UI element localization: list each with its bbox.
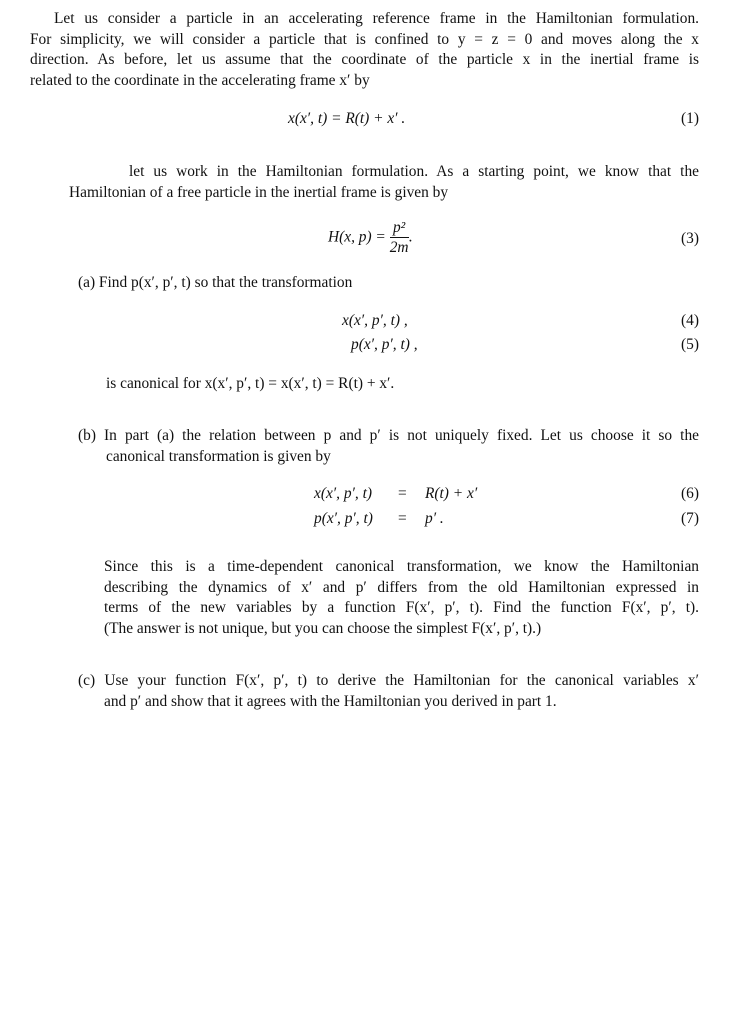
- intro-line-3: direction. As before, let us assume that the coordinate of the particle x in the inertial frame is: [30, 51, 699, 69]
- part-c-question: [78, 671, 699, 712]
- part-b-followup-line-2: describing the dynamics of x′ and p′ differs from the old Hamiltonian expressed in: [104, 578, 699, 596]
- equation-3-numerator: p²: [390, 220, 409, 238]
- equation-1-number: (1): [681, 110, 699, 127]
- hamiltonian-intro-line-2: Hamiltonian of a free particle in the inertial frame is given by: [69, 183, 449, 201]
- equation-3-lhs: H(x, p) =: [328, 228, 386, 246]
- equation-7-rhs: p′ .: [425, 510, 444, 527]
- equation-4: x(x′, p′, t) ,: [342, 312, 408, 329]
- equation-6-number: (6): [681, 485, 699, 502]
- intro-line-2: For simplicity, we will consider a particle that is confined to y = z = 0 and moves along the x: [30, 30, 699, 48]
- part-b-line-1: (b) In part (a) the relation between p and p′ is not uniquely fixed. Let us choose it so the: [78, 427, 699, 444]
- part-c-line-2: and p′ and show that it agrees with the Hamiltonian you derived in part 1.: [104, 692, 557, 710]
- equation-3-denominator: 2m: [389, 239, 409, 257]
- intro-line-4: related to the coordinate in the accelerating frame x′ by: [30, 71, 370, 89]
- equation-7-op: =: [398, 510, 407, 527]
- hamiltonian-intro-paragraph: [69, 162, 699, 203]
- part-a-text: (a) Find p(x′, p′, t) so that the transformation: [78, 274, 353, 291]
- equation-3-number: (3): [681, 230, 699, 247]
- equation-7-lhs: p(x′, p′, t): [314, 510, 373, 527]
- part-b-line-2: canonical transformation is given by: [106, 447, 331, 465]
- part-b-question: [78, 426, 699, 467]
- equation-4-number: (4): [681, 312, 699, 329]
- part-a-canonical: [106, 374, 699, 395]
- part-a-canonical-text: is canonical for x(x′, p′, t) = x(x′, t) = R(t) + x′.: [106, 375, 395, 392]
- equation-3-fraction: [390, 220, 409, 256]
- hamiltonian-intro-line-1: let us work in the Hamiltonian formulation. As a starting point, we know that the: [129, 163, 699, 180]
- part-b-followup-line-4: (The answer is not unique, but you can choose the simplest F(x′, p′, t).): [104, 619, 542, 637]
- intro-line-1: Let us consider a particle in an accelerating reference frame in the Hamiltonian formulation.: [54, 10, 699, 27]
- part-a-question: [78, 273, 699, 294]
- equation-6-rhs: R(t) + x′: [425, 485, 478, 502]
- equation-6-lhs: x(x′, p′, t): [314, 485, 373, 502]
- part-b-followup-line-3: terms of the new variables by a function F(x′, p′, t). Find the function F(x′, p′, t).: [104, 599, 699, 617]
- intro-paragraph: [30, 9, 699, 91]
- equation-3: [328, 220, 412, 256]
- part-c-line-1: (c) Use your function F(x′, p′, t) to derive the Hamiltonian for the canonical variables x′: [78, 672, 699, 689]
- part-b-followup: [104, 557, 699, 639]
- part-b-followup-line-1: Since this is a time-dependent canonical transformation, we know the Hamiltonian: [104, 558, 699, 575]
- equation-7-number: (7): [681, 510, 699, 527]
- equation-5: p(x′, p′, t) ,: [351, 336, 418, 353]
- equation-5-number: (5): [681, 336, 699, 353]
- equation-3-tail: .: [408, 228, 413, 246]
- equation-1: x(x′, t) = R(t) + x′ .: [288, 110, 406, 127]
- equation-6-op: =: [398, 485, 407, 502]
